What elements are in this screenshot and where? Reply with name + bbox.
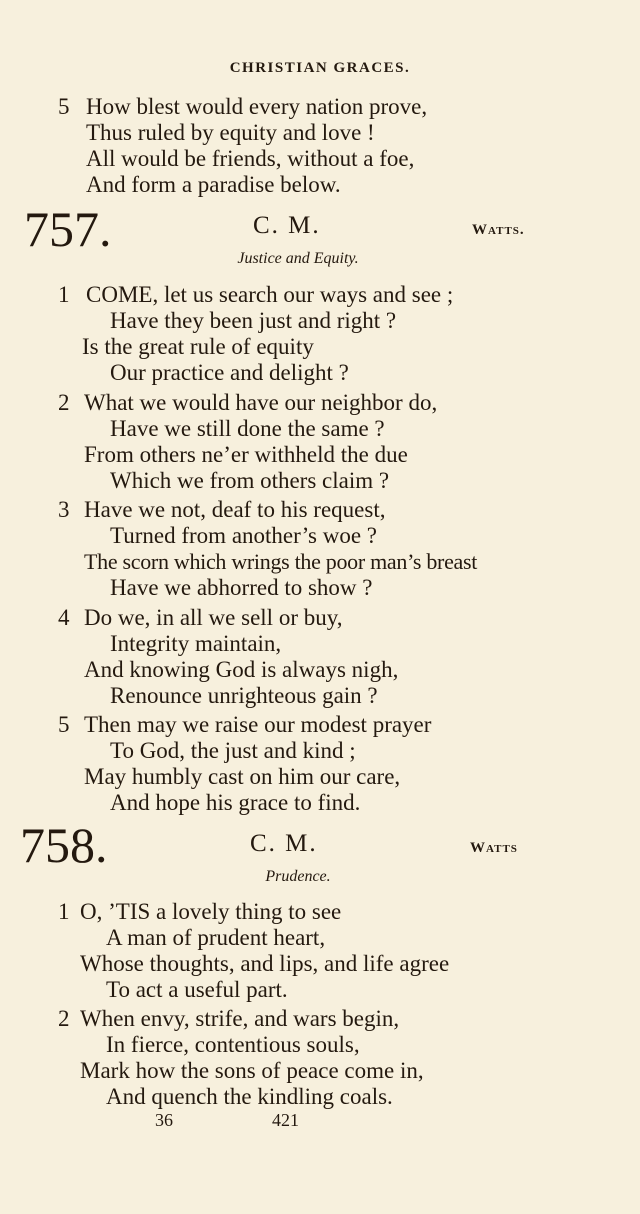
verse-number: 1	[58, 899, 70, 924]
verse-line: All would be friends, without a foe,	[86, 146, 415, 171]
hymn-author: Watts	[470, 840, 518, 856]
verse-line: Have they been just and right ?	[110, 308, 397, 333]
verse-line: And knowing God is always nigh,	[84, 657, 399, 682]
verse-line: Do we, in all we sell or buy,	[84, 605, 343, 630]
verse-line: Have we abhorred to show ?	[110, 575, 373, 600]
verse-line: Our practice and delight ?	[110, 360, 349, 385]
verse-line: May humbly cast on him our care,	[84, 764, 401, 789]
verse-number: 3	[58, 497, 70, 522]
verse-number: 4	[58, 605, 70, 630]
hymn-number: 757.	[24, 201, 112, 257]
hymn-subtitle: Prudence.	[265, 868, 331, 885]
hymn-subtitle: Justice and Equity.	[237, 250, 359, 267]
page-number: 421	[272, 1110, 299, 1130]
verse-number: 5	[58, 94, 70, 119]
verse-line: Turned from another’s woe ?	[110, 523, 378, 548]
verse-line: In fierce, contentious souls,	[106, 1032, 360, 1057]
verse-number: 5	[58, 712, 70, 737]
verse-number: 1	[58, 282, 70, 307]
verse-line: COME, let us search our ways and see ;	[86, 282, 454, 307]
verse-line: Renounce unrighteous gain ?	[110, 683, 378, 708]
signature-mark: 36	[155, 1110, 173, 1130]
verse-line: The scorn which wrings the poor man’s breast	[84, 549, 478, 574]
verse-line: Then may we raise our modest prayer	[84, 712, 432, 737]
verse-line: Have we still done the same ?	[110, 416, 385, 441]
verse-line: Thus ruled by equity and love !	[86, 120, 375, 145]
verse-line: From others ne’er withheld the due	[84, 442, 408, 467]
hymn-meter: C. M.	[253, 212, 321, 239]
verse-line: Is the great rule of equity	[82, 334, 314, 359]
verse-line: A man of prudent heart,	[106, 925, 326, 950]
hymn-meter: C. M.	[250, 830, 318, 857]
verse-line: And hope his grace to find.	[110, 790, 361, 815]
verse-line: Mark how the sons of peace come in,	[80, 1058, 424, 1083]
verse-line: To God, the just and kind ;	[110, 738, 356, 763]
verse-line: Whose thoughts, and lips, and life agree	[80, 951, 450, 976]
verse-line: And quench the kindling coals.	[106, 1084, 393, 1109]
verse-line: And form a paradise below.	[86, 172, 341, 197]
hymn-author: Watts.	[472, 222, 525, 238]
verse-line: Which we from others claim ?	[110, 468, 390, 493]
verse-number: 2	[58, 390, 70, 415]
verse-line: To act a useful part.	[106, 977, 288, 1002]
verse-line: O, ’TIS a lovely thing to see	[80, 899, 342, 924]
verse-line: Integrity maintain,	[110, 631, 282, 656]
verse-line: What we would have our neighbor do,	[84, 390, 438, 415]
running-header: CHRISTIAN GRACES.	[229, 60, 411, 76]
verse-line: Have we not, deaf to his request,	[84, 497, 386, 522]
verse-line: When envy, strife, and wars begin,	[80, 1006, 400, 1031]
verse-number: 2	[58, 1006, 70, 1031]
verse-line: How blest would every nation prove,	[86, 94, 428, 119]
hymn-number: 758.	[20, 817, 108, 873]
